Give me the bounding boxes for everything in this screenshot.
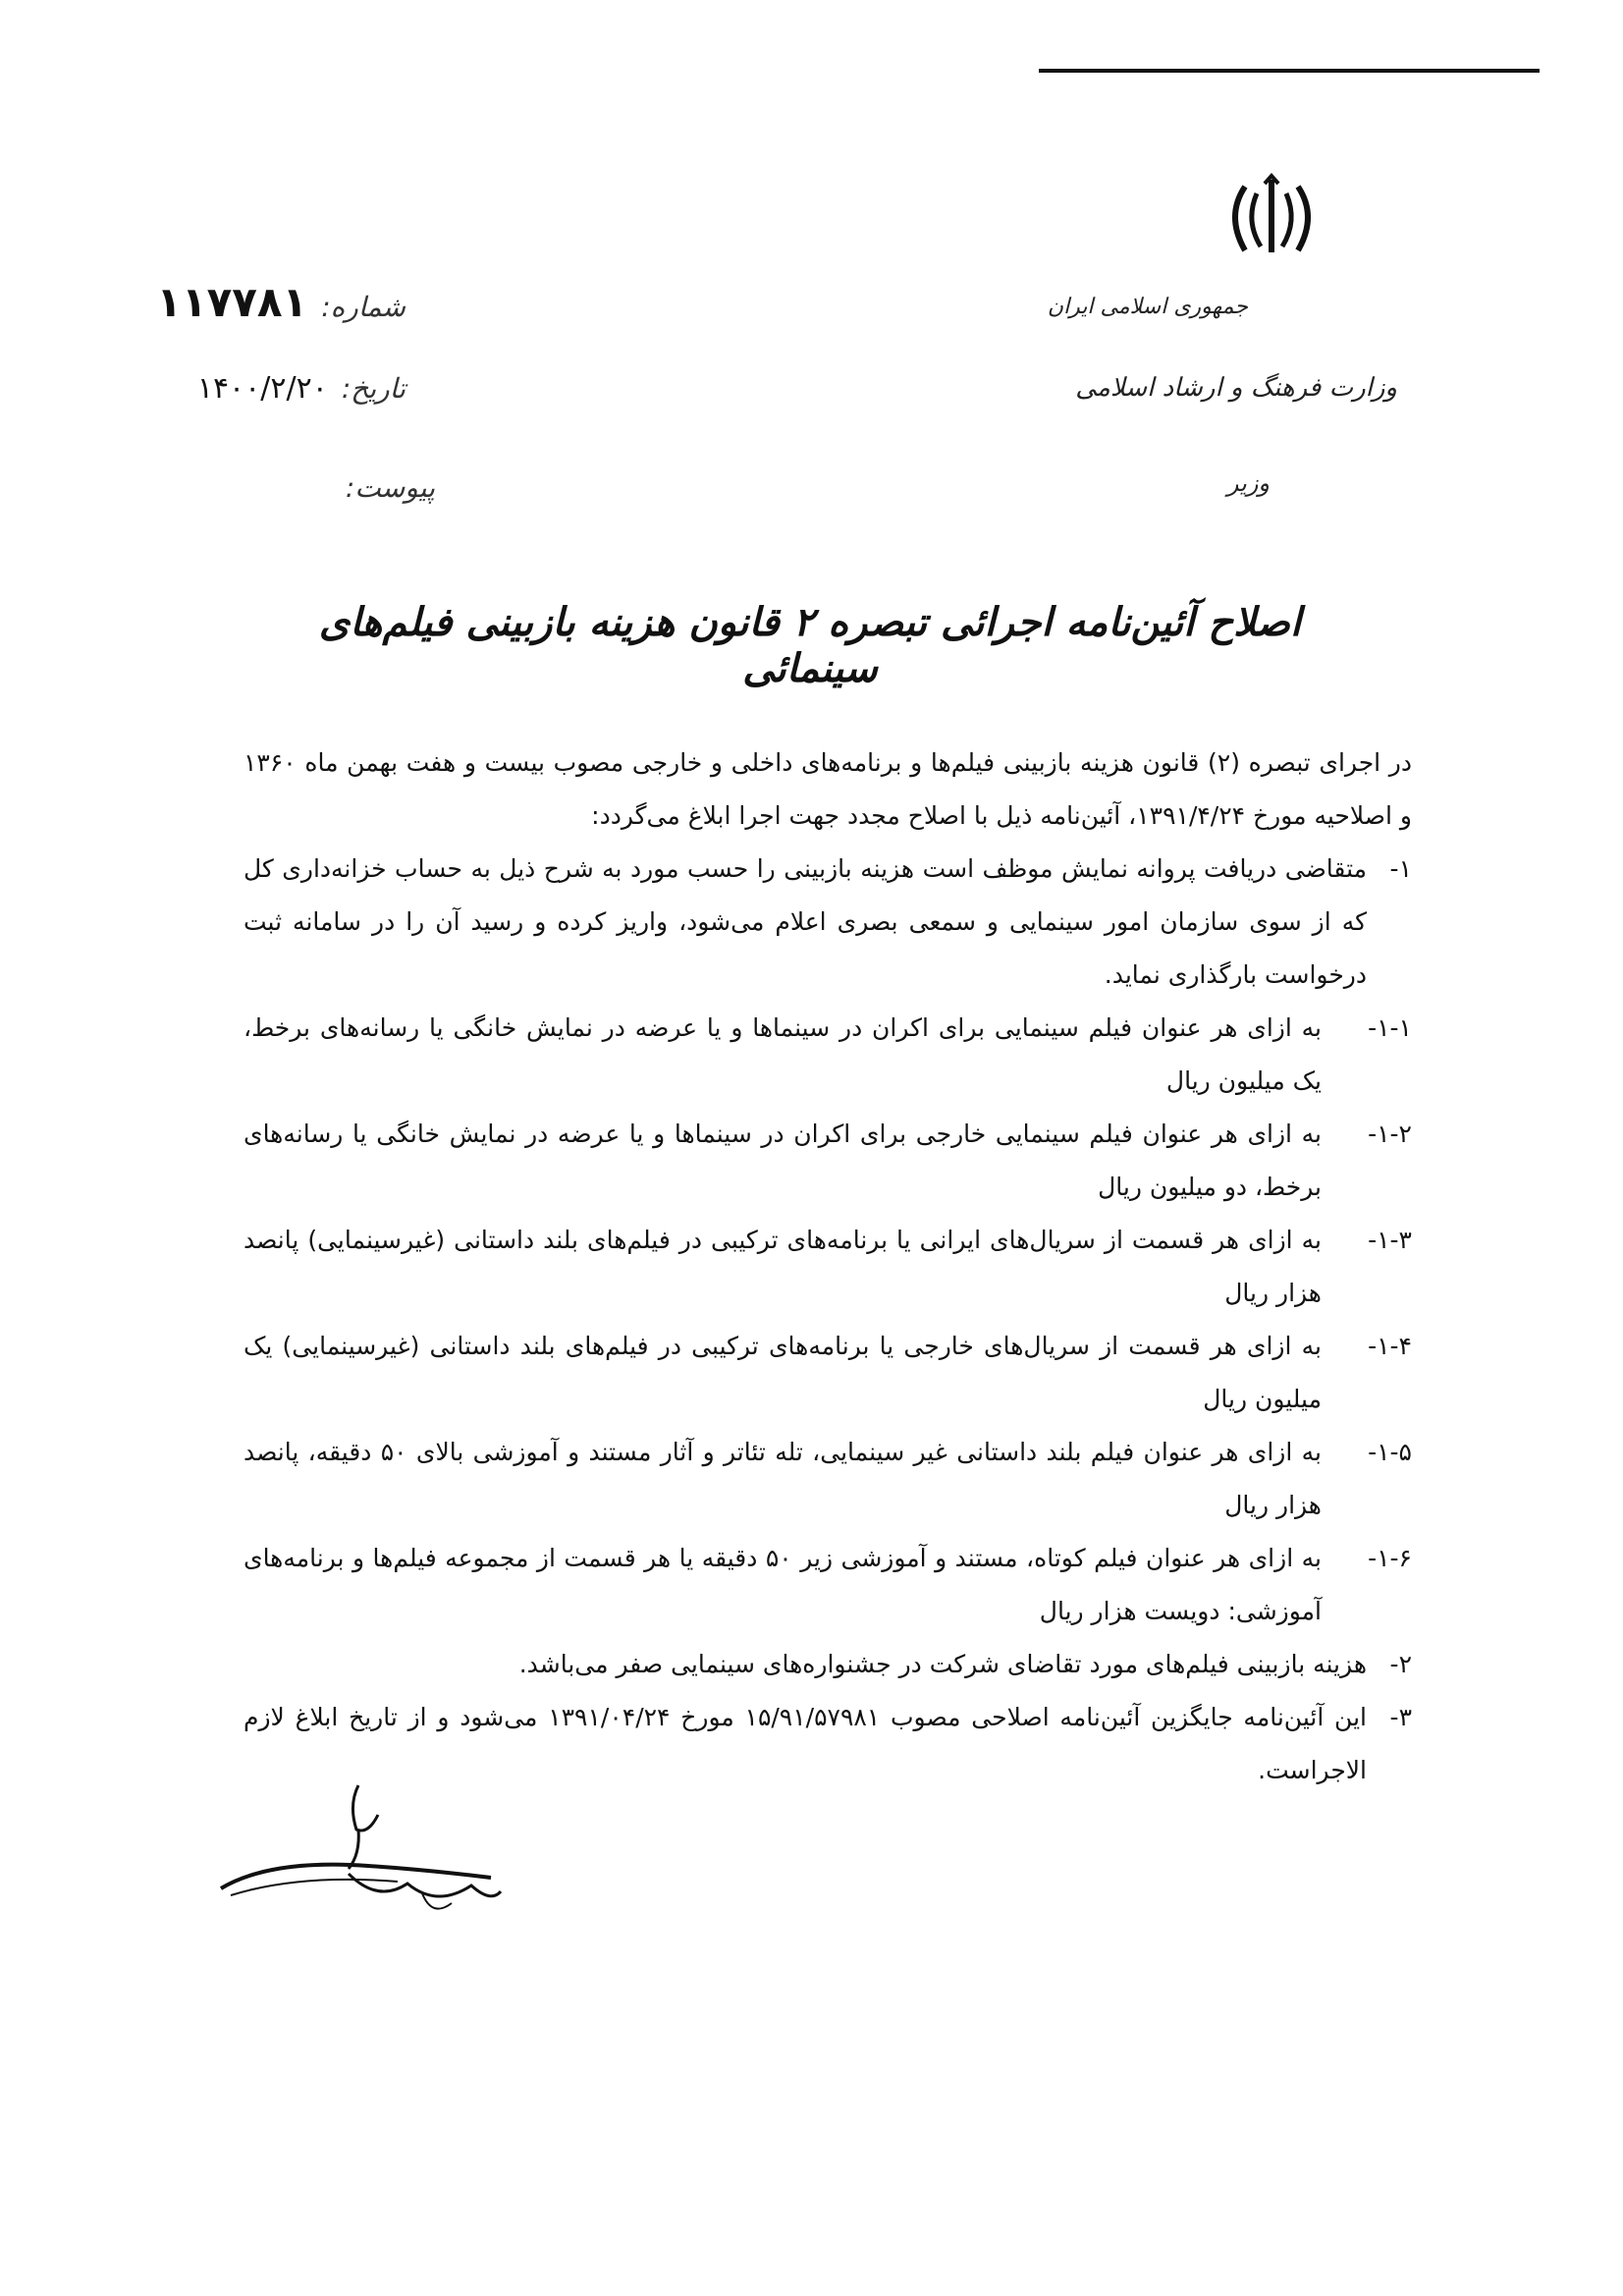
item-number: ۱-۶- [1368,1544,1412,1572]
item-text: هزینه بازبینی فیلم‌های مورد تقاضای شرکت در جشنواره‌های سینمایی صفر می‌باشد. [518,1650,1367,1678]
list-item [243,1108,1412,1214]
number-value: ۱۱۷۷۸۱ [156,278,308,326]
handwritten-signature [211,1776,506,1923]
item-number: ۲- [1389,1650,1412,1678]
intro-paragraph: در اجرای تبصره (۲) قانون هزینه بازبینی فیلم‌ها و برنامه‌های داخلی و خارجی مصوب بیست و هفت بهمن ماه ۱۳۶۰ و اصلاحیه مورخ ۱۳۹۱/۴/۲۴، آئین‌نامه ذیل با اصلاح مجدد جهت اجرا ابلاغ می‌گردد: [243,748,1412,830]
item-text: متقاضی دریافت پروانه نمایش موظف است هزینه بازبینی را حسب مورد به شرح ذیل به حساب خزانه‌داری کل که از سوی سازمان امور سینمایی و سمعی بصری اعلام می‌شود، واریز کرده و رسید آن را در سامانه ثبت درخواست بارگذاری نماید. [243,854,1367,989]
item-text: به ازای هر قسمت از سریال‌های ایرانی یا برنامه‌های ترکیبی در فیلم‌های بلند داستانی (غیرسینمایی) پانصد هزار ریال [243,1226,1322,1307]
item-number: ۱-۵- [1368,1438,1412,1466]
document-body [243,737,1412,1797]
item-text: به ازای هر قسمت از سریال‌های خارجی یا برنامه‌های ترکیبی در فیلم‌های بلند داستانی (غیرسینمایی) یک میلیون ریال [243,1332,1322,1413]
item-text: به ازای هر عنوان فیلم سینمایی برای اکران در سینماها و یا عرضه در نمایش خانگی یا رسانه‌های برخط، یک میلیون ریال [243,1013,1322,1095]
item-text: به ازای هر عنوان فیلم بلند داستانی غیر سینمایی، تله تئاتر و آثار مستند و آموزشی بالای ۵۰ دقیقه، پانصد هزار ریال [243,1438,1322,1519]
item-number: ۱-۱- [1368,1013,1412,1042]
attachment-label: پیوست: [345,471,435,504]
letter-date [197,371,406,406]
list-item [243,1426,1412,1532]
list-item [243,1532,1412,1638]
date-label: تاریخ: [341,372,406,405]
letter-attachment [346,471,435,504]
list-item [243,1002,1412,1108]
iran-emblem-icon [1217,172,1325,260]
item-text: این آئین‌نامه جایگزین آئین‌نامه اصلاحی مصوب ۱۵/۹۱/۵۷۹۸۱ مورخ ۱۳۹۱/۰۴/۲۴ می‌شود و از تاریخ ابلاغ لازم الاجراست. [243,1703,1367,1784]
date-value: ۱۴۰۰/۲/۲۰ [196,371,328,406]
item-number: ۱-۲- [1368,1120,1412,1148]
document-title: اصلاح آئین‌نامه اجرائی تبصره ۲ قانون هزینه بازبینی فیلم‌های سینمائی [318,599,1302,691]
number-label: شماره: [321,291,406,323]
item-number: ۱- [1389,854,1412,883]
letter-number [156,278,406,326]
item-text: به ازای هر عنوان فیلم سینمایی خارجی برای اکران در سینماها و یا عرضه در نمایش خانگی یا رسانه‌های برخط، دو میلیون ریال [243,1120,1322,1201]
list-item [243,1638,1412,1691]
item-number: ۳- [1389,1703,1412,1731]
item-number: ۱-۴- [1368,1332,1412,1360]
list-item [243,843,1412,1002]
list-item [243,1320,1412,1426]
office-name: وزیر [1226,469,1270,497]
list-item [243,1214,1412,1320]
item-text: به ازای هر عنوان فیلم کوتاه، مستند و آموزشی زیر ۵۰ دقیقه یا هر قسمت از مجموعه فیلم‌ها و برنامه‌های آموزشی: دویست هزار ریال [243,1544,1322,1625]
ministry-name: وزارت فرهنگ و ارشاد اسلامی [1075,373,1397,403]
country-name: جمهوری اسلامی ایران [1047,295,1248,319]
item-number: ۱-۳- [1368,1226,1412,1254]
top-rule [1039,69,1540,73]
